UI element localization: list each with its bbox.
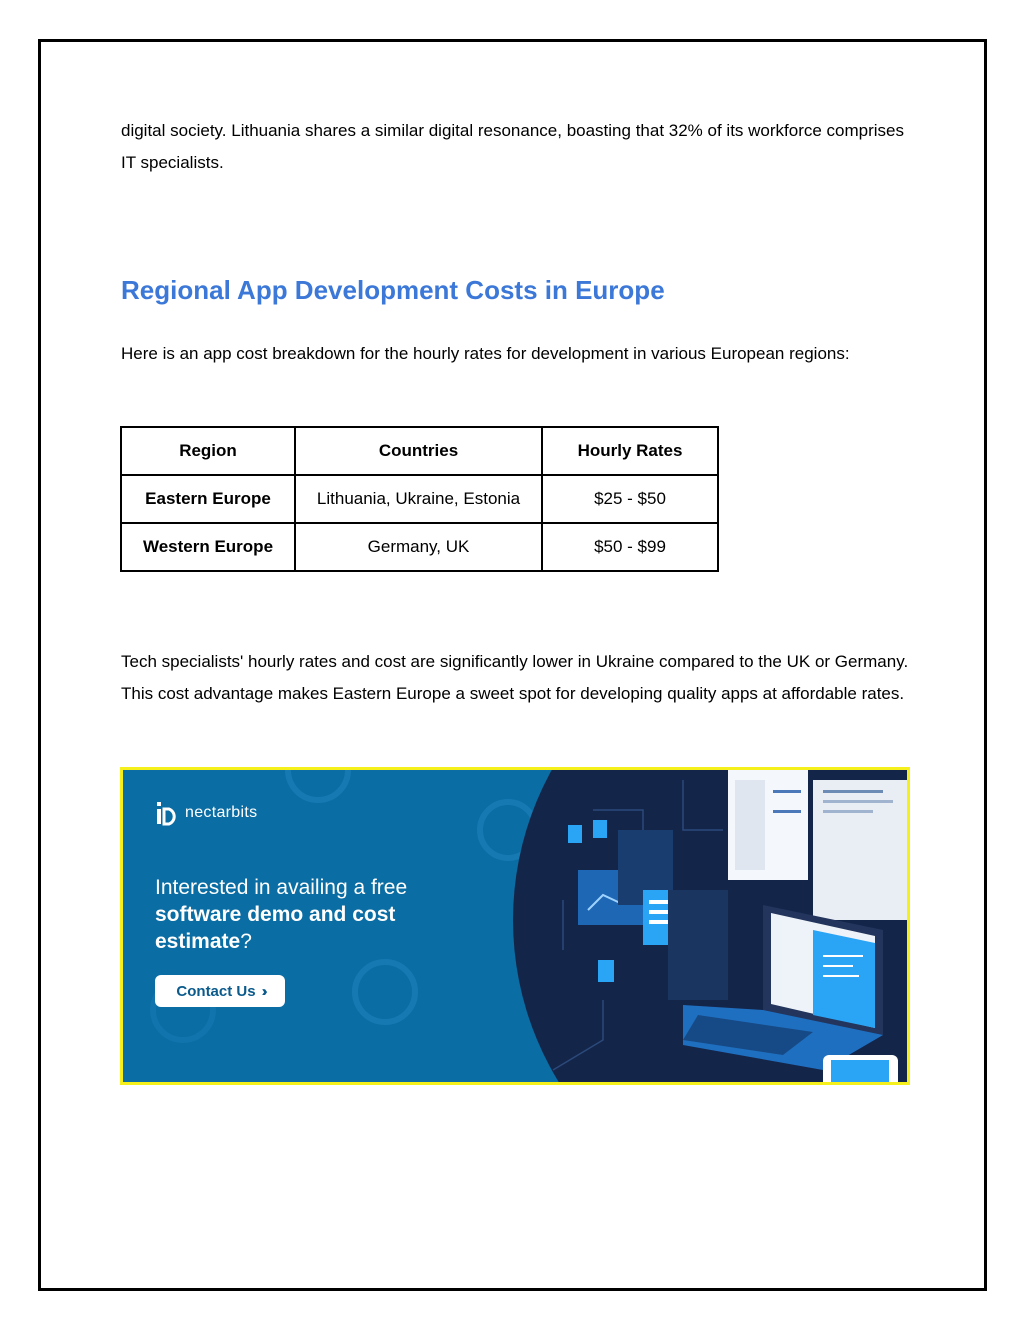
contact-us-label: Contact Us <box>176 982 256 1000</box>
section-heading: Regional App Development Costs in Europe <box>121 275 665 305</box>
cell-region: Western Europe <box>121 523 295 571</box>
brand-name: nectarbits <box>185 804 258 821</box>
cell-countries: Germany, UK <box>295 523 542 571</box>
table-row <box>121 475 718 523</box>
intro-paragraph: digital society. Lithuania shares a similar digital resonance, boasting that 32% of its workforce comprises IT specialists. <box>121 121 905 172</box>
contact-us-button[interactable] <box>155 975 285 1007</box>
rates-table <box>120 426 719 572</box>
banner-line-1: Interested in availing a free <box>155 876 408 899</box>
lead-paragraph: Here is an app cost breakdown for the hourly rates for development in various European regions: <box>121 344 850 363</box>
header-hourly-rates: Hourly Rates <box>542 427 718 475</box>
table-row <box>121 523 718 571</box>
cell-rate: $25 - $50 <box>542 475 718 523</box>
cell-countries: Lithuania, Ukraine, Estonia <box>295 475 542 523</box>
cell-region: Eastern Europe <box>121 475 295 523</box>
brand <box>155 800 257 826</box>
banner-line-3: estimate <box>155 930 241 953</box>
header-region: Region <box>121 427 295 475</box>
closing-paragraph: Tech specialists' hourly rates and cost are significantly lower in Ukraine compared to the UK or Germany. This cost advantage makes Eastern Europe a sweet spot for developing quality apps at affordable rates. <box>121 652 909 703</box>
banner-line-3-tail: ? <box>240 930 252 953</box>
banner-line-2: software demo and cost <box>155 903 396 926</box>
banner-headline <box>155 874 485 955</box>
nectarbits-logo-icon <box>155 800 179 826</box>
table-header-row <box>121 427 718 475</box>
promo-banner[interactable] <box>120 767 910 1085</box>
header-countries: Countries <box>295 427 542 475</box>
cell-rate: $50 - $99 <box>542 523 718 571</box>
double-chevron-right-icon: ›› <box>261 982 264 1000</box>
